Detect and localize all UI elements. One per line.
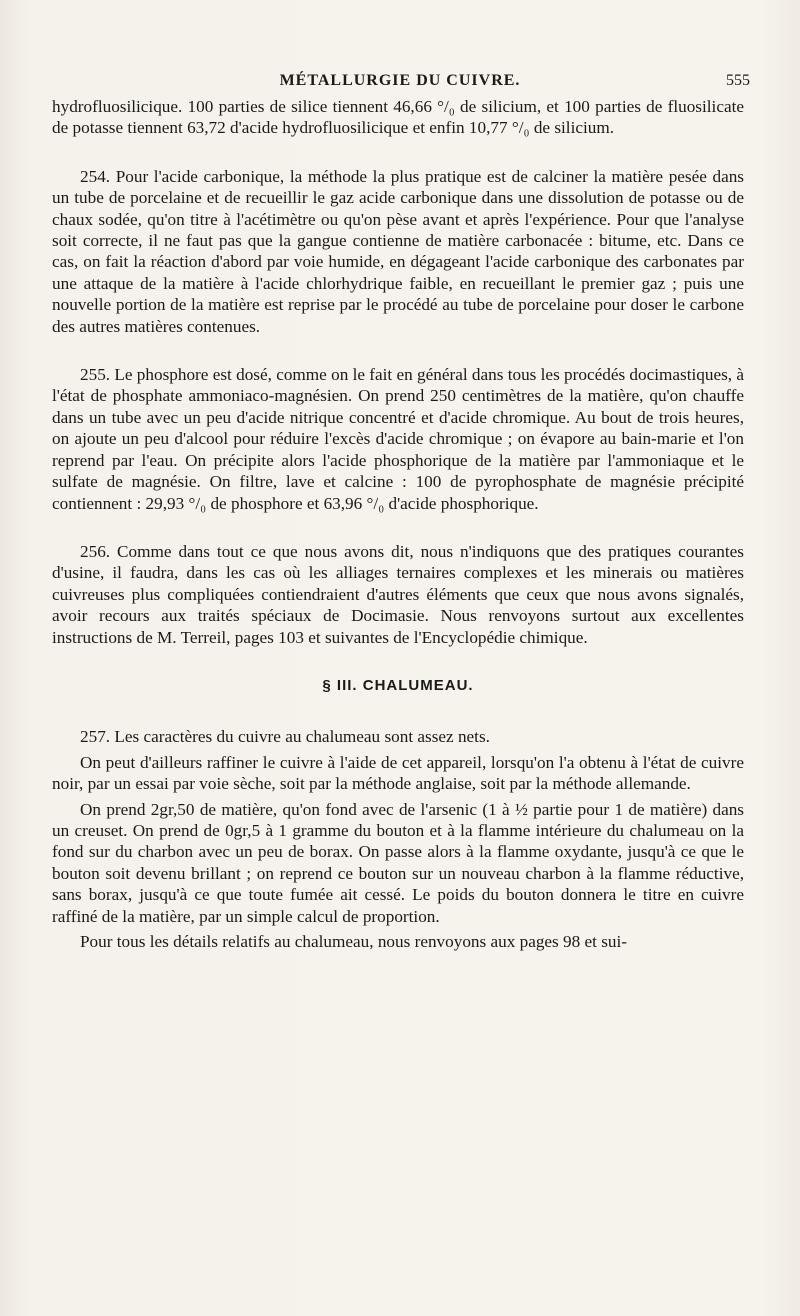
paragraph-procede: On prend 2gr,50 de matière, qu'on fond avec de l'arsenic (1 à ½ partie pour 1 de matière) dans un creuset. On prend de 0gr,5 à 1 gramme du bouton et à la flamme intérieure du chalumeau on la fond sur du charbon avec un peu de borax. On passe alors à la flamme oxydante, jusqu'à ce que le bouton soit devenu brillant ; on reprend ce bouton sur un nouveau charbon à la flamme réductive, sans borax, jusqu'à ce que toute fumée ait cessé. Le poids du bouton donnera le titre en cuivre raffiné de la matière, par un simple calcul de proportion.: [52, 799, 744, 926]
body-text: [52, 96, 744, 956]
paragraph-raffinage: On peut d'ailleurs raffiner le cuivre à l'aide de cet appareil, lorsqu'on l'a obtenu à l'état de cuivre noir, par un essai par voie sèche, soit par la méthode anglaise, soit par la méthode allemande.: [52, 752, 744, 794]
running-header: [50, 72, 750, 96]
paragraph-details: Pour tous les détails relatifs au chalumeau, nous renvoyons aux pages 98 et sui-: [80, 932, 628, 951]
paragraph-255-phosphore: 255. Le phosphore est dosé, comme on le fait en général dans tous les procédés docimastiques, à l'état de phosphate ammoniaco-magnésien. On prend 250 centimètres de la matière, qu'on chauffe dans un tube avec un peu d'acide nitrique concentré et d'acide chromique. Au bout de trois heures, on ajoute un peu d'alcool pour réduire l'excès d'acide chromique ; on évapore au bain-marie et l'on reprend par l'eau. On précipite alors l'acide phosphorique de la matière par l'ammoniaque et le sulfate de magnésie. On filtre, lave et calcine : 100 de pyrophosphate de magnésie précipité contiennent : 29,93 °/₀ de phosphore et 63,96 °/₀ d'acide phosphorique.: [52, 365, 744, 513]
section-title: § III. CHALUMEAU.: [322, 676, 474, 694]
paragraph-continuation: hydrofluosilicique. 100 parties de silice tiennent 46,66 °/₀ de silicium, et 100 parties de fluosilicate de potasse tiennent 63,72 d'acide hydrofluosilicique et enfin 10,77 °/₀ de silicium.: [52, 97, 744, 138]
running-title: MÉTALLURGIE DU CUIVRE.: [279, 72, 521, 89]
paragraph-257-chalumeau: 257. Les caractères du cuivre au chalumeau sont assez nets.: [80, 727, 490, 747]
page-number: 555: [726, 72, 750, 89]
paragraph-254-acide-carbonique: 254. Pour l'acide carbonique, la méthode la plus pratique est de calciner la matière pesée dans un tube de porcelaine et de recueillir le gaz acide carbonique dans une dissolution de potasse ou de chaux sodée, qu'on titre à l'acétimètre ou qu'on pèse avant et après l'expérience. Pour que l'analyse soit correcte, il ne faut pas que la gangue contienne de matière carbonacée : bitume, etc. Dans ce cas, on fait la réaction d'abord par voie humide, en dégageant l'acide carbonique des carbonates par une attaque de la matière à l'acide chlorhydrique faible, en recueillant le premier gaz ; puis une nouvelle portion de la matière est reprise par le procédé au tube de porcelaine pour doser le carbone des autres matières contenues.: [52, 166, 744, 336]
paragraph-256-docimasie: 256. Comme dans tout ce que nous avons dit, nous n'indiquons que des pratiques courantes d'usine, il faudra, dans les cas où les alliages ternaires complexes et les minerais ou matières cuivreuses plus compliquées contiendraient d'autres éléments que ceux que nous avons signalés, avoir recours aux traités spéciaux de Docimasie. Nous renvoyons surtout aux excellentes instructions de M. Terreil, pages 103 et suivantes de l'Encyclopédie chimique.: [52, 541, 744, 647]
